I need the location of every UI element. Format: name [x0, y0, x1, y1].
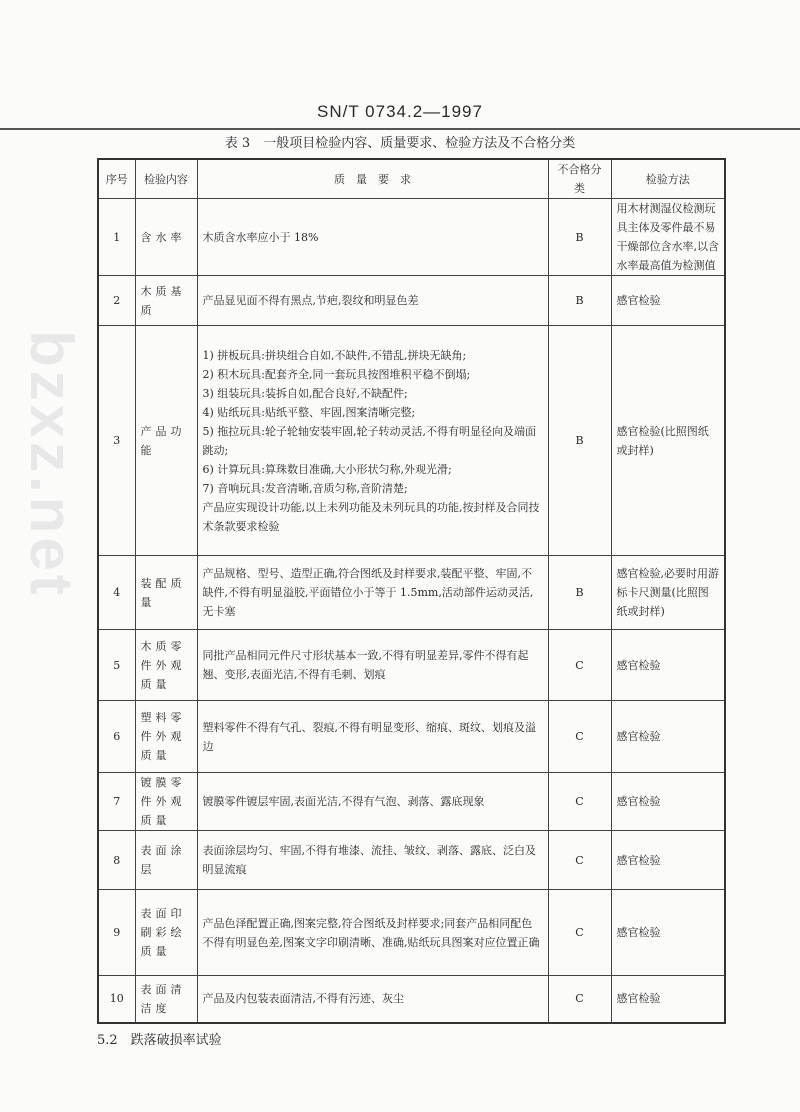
quality-requirement: 产品显见面不得有黑点,节疤,裂纹和明显色差: [197, 276, 548, 326]
col-header: 检验内容: [135, 159, 197, 199]
inspection-item: 木质零件外观质量: [135, 630, 197, 701]
table-row: [98, 976, 725, 1023]
quality-requirement: [197, 326, 548, 556]
row-number: 1: [98, 199, 135, 276]
row-number: 10: [98, 976, 135, 1023]
quality-requirement: 木质含水率应小于 18%: [197, 199, 548, 276]
row-number: 4: [98, 556, 135, 630]
table-caption: 表 3 一般项目检验内容、质量要求、检验方法及不合格分类: [224, 136, 576, 151]
row-number: 8: [98, 831, 135, 890]
col-header: 检验方法: [611, 159, 725, 199]
col-header: 序号: [98, 159, 135, 199]
nonconformity-class: C: [548, 701, 611, 773]
quality-requirement: 表面涂层均匀、牢固,不得有堆漆、流挂、皱纹、剥落、露底、泛白及明显流痕: [197, 831, 548, 890]
inspection-method: 感官检验,必要时用游标卡尺测量(比照图纸或封样): [611, 556, 725, 630]
quality-requirement: 镀膜零件镀层牢固,表面光洁,不得有气泡、剥落、露底现象: [197, 773, 548, 831]
nonconformity-class: C: [548, 976, 611, 1023]
table-row: [98, 199, 725, 276]
requirement-line: 2) 积木玩具:配套齐全,同一套玩具按图堆积平稳不倒塌;: [202, 367, 471, 381]
nonconformity-class: C: [548, 890, 611, 976]
inspection-item: 表面清洁度: [135, 976, 197, 1023]
nonconformity-class: B: [548, 326, 611, 556]
requirement-line: 产品应实现设计功能,以上未列功能及未列玩具的功能,按封样及合同技术条款要求检验: [202, 500, 540, 533]
quality-requirement: 产品规格、型号、造型正确,符合图纸及封样要求,装配平整、牢固,不缺件,不得有明显溢胶,平面错位小于等于 1.5mm,活动部件运动灵活,无卡塞: [197, 556, 548, 630]
quality-requirement: 塑料零件不得有气孔、裂痕,不得有明显变形、缩痕、斑纹、划痕及溢边: [197, 701, 548, 773]
inspection-method: 感官检验(比照图纸或封样): [611, 326, 725, 556]
inspection-method: 用木材测湿仪检测玩具主体及零件最不易干燥部位含水率,以含水率最高值为检测值: [611, 199, 725, 276]
inspection-item: 塑料零件外观质量: [135, 701, 197, 773]
inspection-method: 感官检验: [611, 773, 725, 831]
inspection-item: 含水率: [135, 199, 197, 276]
nonconformity-class: C: [548, 831, 611, 890]
inspection-item: 木质基质: [135, 276, 197, 326]
inspection-table: [97, 158, 726, 1024]
header-rule: [0, 128, 800, 130]
inspection-item: 装配质量: [135, 556, 197, 630]
table-row: [98, 630, 725, 701]
table-row: [98, 556, 725, 630]
table-row: [98, 773, 725, 831]
table-row: [98, 276, 725, 326]
nonconformity-class: B: [548, 199, 611, 276]
quality-requirement: 产品色泽配置正确,图案完整,符合图纸及封样要求;同套产品相同配色不得有明显色差,图案文字印刷清晰、准确,贴纸玩具图案对应位置正确: [197, 890, 548, 976]
table-row: [98, 701, 725, 773]
inspection-method: 感官检验: [611, 630, 725, 701]
row-number: 2: [98, 276, 135, 326]
table-row: [98, 326, 725, 556]
inspection-method: 感官检验: [611, 890, 725, 976]
row-number: 6: [98, 701, 135, 773]
row-number: 9: [98, 890, 135, 976]
nonconformity-class: C: [548, 773, 611, 831]
nonconformity-class: B: [548, 276, 611, 326]
inspection-item: 镀膜零件外观质量: [135, 773, 197, 831]
nonconformity-class: B: [548, 556, 611, 630]
inspection-method: 感官检验: [611, 831, 725, 890]
nonconformity-class: C: [548, 630, 611, 701]
requirement-line: 3) 组装玩具:装拆自如,配合良好,不缺配件;: [202, 386, 408, 400]
requirement-line: 7) 音响玩具:发音清晰,音质匀称,音阶清楚;: [202, 481, 408, 495]
table-row: [98, 890, 725, 976]
inspection-method: 感官检验: [611, 701, 725, 773]
col-header: 不合格分类: [548, 159, 611, 199]
standard-number: SN/T 0734.2—1997: [317, 102, 483, 121]
row-number: 5: [98, 630, 135, 701]
section-heading: 5.2 跌落破损率试验: [97, 1032, 222, 1048]
col-header: 质 量 要 求: [197, 159, 548, 199]
row-number: 3: [98, 326, 135, 556]
requirement-line: 1) 拼板玩具:拼块组合自如,不缺件,不错乱,拼块无缺角;: [202, 348, 467, 362]
inspection-method: 感官检验: [611, 276, 725, 326]
requirement-line: 4) 贴纸玩具:贴纸平整、牢固,图案清晰完整;: [202, 405, 416, 419]
inspection-item: 表面印刷彩绘质量: [135, 890, 197, 976]
inspection-item: 表面涂层: [135, 831, 197, 890]
table-section: [97, 158, 724, 1050]
requirement-line: 6) 计算玩具:算珠数目准确,大小形状匀称,外观光滑;: [202, 462, 452, 476]
table-row: [98, 831, 725, 890]
row-number: 7: [98, 773, 135, 831]
table-header-row: [98, 159, 725, 199]
quality-requirement: 同批产品相同元件尺寸形状基本一致,不得有明显差异,零件不得有起翘、变形,表面光洁,不得有毛刺、划痕: [197, 630, 548, 701]
watermark: bzxz.net: [18, 330, 85, 599]
inspection-method: 感官检验: [611, 976, 725, 1023]
quality-requirement: 产品及内包装表面清洁,不得有污迹、灰尘: [197, 976, 548, 1023]
inspection-item: 产品功能: [135, 326, 197, 556]
requirement-line: 5) 拖拉玩具:轮子轮轴安装牢固,轮子转动灵活,不得有明显径向及端面跳动;: [202, 424, 536, 457]
